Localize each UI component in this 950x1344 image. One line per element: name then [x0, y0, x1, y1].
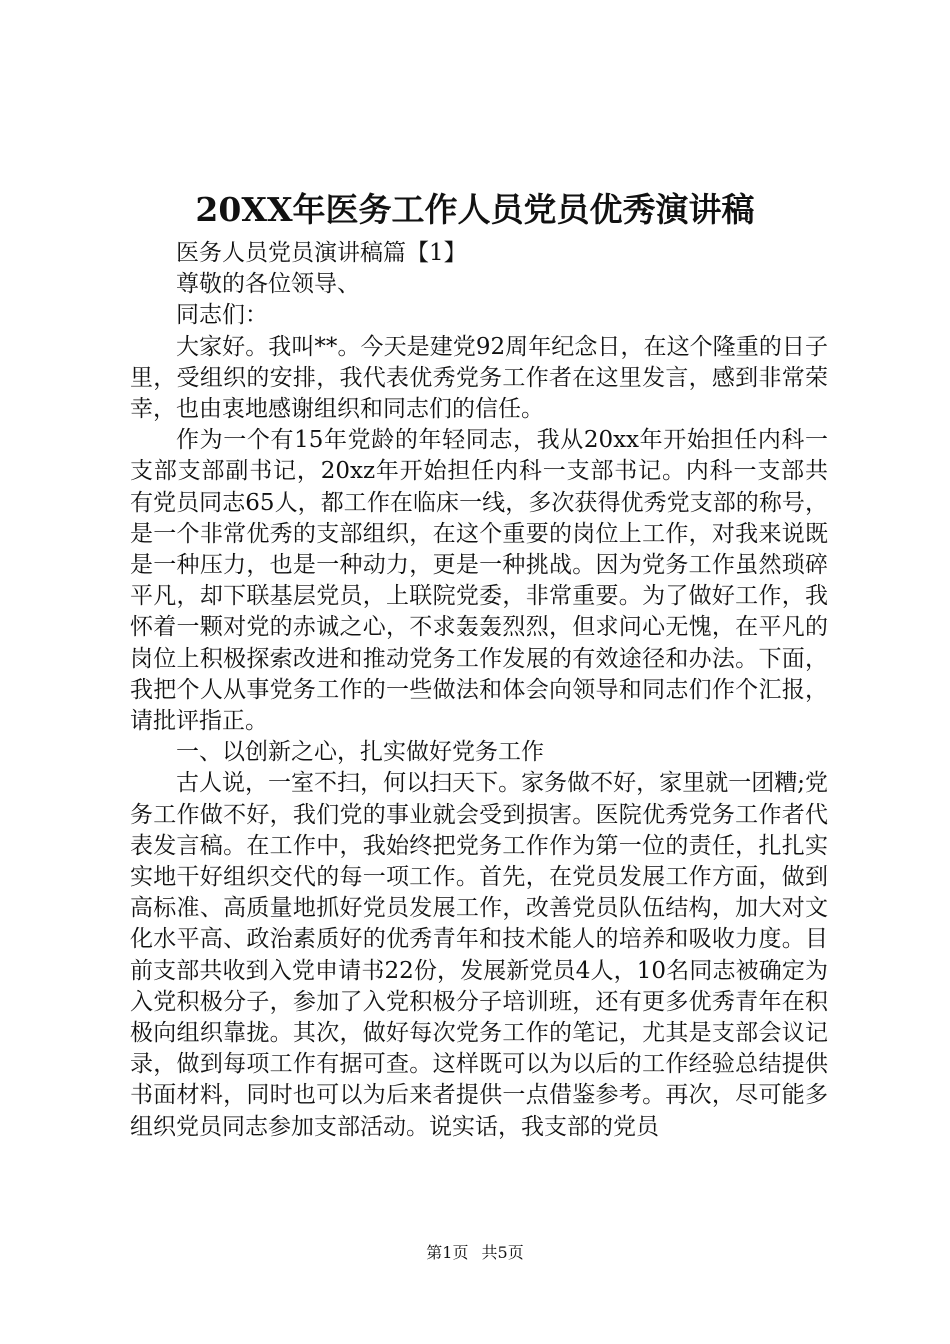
page-number: 第1页: [426, 1243, 469, 1262]
paragraph-salutation-2: 同志们：: [176, 302, 268, 329]
paragraph-salutation: 尊敬的各位领导、: [176, 271, 360, 298]
paragraph-greeting: 大家好。我叫**。今天是建党92周年纪念日，在这个隆重的日子里，受组织的安排，我代表优秀党务工作者在这里发言，感到非常荣幸，也由衷地感谢组织和同志们的信任。: [130, 333, 828, 423]
paragraph-body: 古人说，一室不扫，何以扫天下。家务做不好，家里就一团糟;党务工作做不好，我们党的事业就会受到损害。医院优秀党务工作者代表发言稿。在工作中，我始终把党务工作作为第一位的责任，扎扎实实地干好组织交代的每一项工作。首先，在党员发展工作方面，做到高标准、高质量地抓好党员发展工作，改善党员队伍结构，加大对文化水平高、政治素质好的优秀青年和技术能人的培养和吸收力度。目前支部共收到入党申请书22份，发展新党员4人，10名同志被确定为入党积极分子，参加了入党积极分子培训班，还有更多优秀青年在积极向组织靠拢。其次，做好每次党务工作的笔记，尤其是支部会议记录，做到每项工作有据可查。这样既可以为以后的工作经验总结提供书面材料，同时也可以为后来者提供一点借鉴参考。再次，尽可能多组织党员同志参加支部活动。说实话，我支部的党员: [130, 770, 828, 1140]
page-total: 共5页: [481, 1243, 524, 1262]
paragraph-introduction: 作为一个有15年党龄的年轻同志，我从20xx年开始担任内科一支部支部副书记，20xz年开始担任内科一支部书记。内科一支部共有党员同志65人，都工作在临床一线，多次获得优秀党支部的称号，是一个非常优秀的支部组织，在这个重要的岗位上工作，对我来说既是一种压力，也是一种动力，更是一种挑战。因为党务工作虽然琐碎平凡，却下联基层党员，上联院党委，非常重要。为了做好工作，我怀着一颗对党的赤诚之心，不求轰轰烈烈，但求问心无愧，在平凡的岗位上积极探索改进和推动党务工作发展的有效途径和办法。下面，我把个人从事党务工作的一些做法和体会向领导和同志们作个汇报，请批评指正。: [130, 427, 828, 735]
paragraph-subheading: 一、以创新之心，扎实做好党务工作: [176, 739, 544, 766]
paragraph-section-heading: 医务人员党员演讲稿篇【1】: [176, 240, 467, 266]
document-body: [130, 238, 828, 1143]
document-title: 20XX年医务工作人员党员优秀演讲稿: [195, 190, 755, 229]
page-footer: [0, 1241, 950, 1265]
